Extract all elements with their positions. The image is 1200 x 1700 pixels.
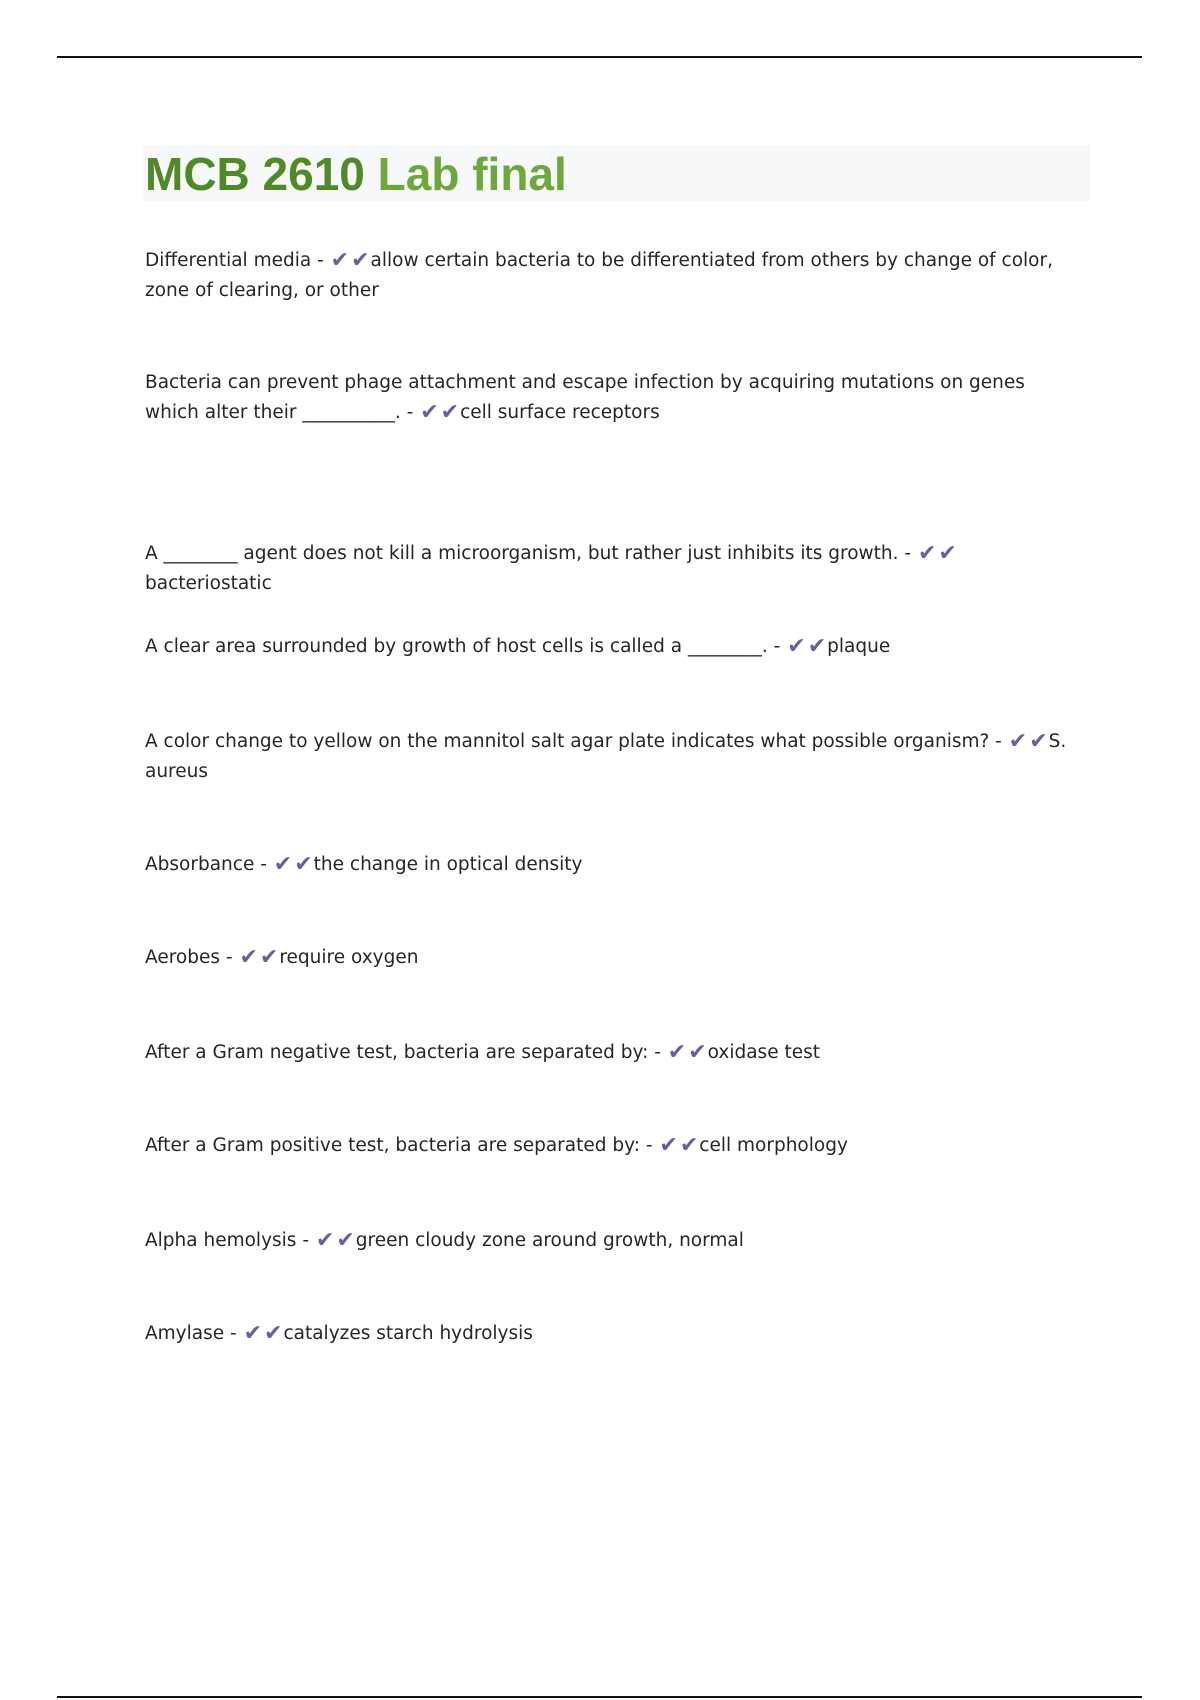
answer-text: require oxygen [279,947,419,968]
check-icon: ✔ [688,1040,707,1065]
check-icon: ✔ [243,1321,263,1346]
check-icon: ✔ [351,248,370,273]
check-icon: ✔ [273,852,293,877]
check-icon: ✔ [1029,729,1048,754]
title-text: Lab final [377,148,567,200]
qa-entry-differential-media [145,246,1075,306]
answer-text: bacteriostatic [145,573,272,594]
title-course-code: MCB 2610 [145,148,365,200]
answer-text: oxidase test [707,1042,820,1063]
qa-entry-bacteriostatic [145,539,1075,599]
qa-entry-amylase [145,1319,1075,1349]
check-icon: ✔ [679,1133,699,1158]
question-text: A color change to yellow on the mannitol salt agar plate indicates what possible organism? - [145,731,1002,752]
answer-text: S. aureus [145,731,1067,782]
question-text: Bacteria can prevent phage attachment and escape infection by acquiring mutations on genes which alter their __________. - [145,372,1025,423]
check-icon: ✔ [807,634,827,659]
check-icon: ✔ [259,945,279,970]
footer-rule [57,1696,1142,1698]
qa-entry-absorbance [145,850,1075,880]
question-text: A ________ agent does not kill a microorganism, but rather just inhibits its growth. - [145,543,912,564]
question-text: After a Gram positive test, bacteria are separated by: - [145,1135,653,1156]
qa-entry-gram-positive [145,1131,1075,1161]
question-text: Aerobes - [145,947,233,968]
question-text: Amylase - [145,1323,237,1344]
check-icon: ✔ [420,400,439,425]
check-icon: ✔ [440,400,460,425]
answer-text: allow certain bacteria to be differentiated from others by change of color, zone of clearing, or other [145,250,1053,301]
qa-entry-gram-negative [145,1038,1075,1068]
check-icon: ✔ [315,1228,335,1253]
answer-text: catalyzes starch hydrolysis [283,1323,533,1344]
check-icon: ✔ [787,634,806,659]
check-icon: ✔ [330,248,350,273]
document-title [145,147,567,201]
check-icon: ✔ [294,852,313,877]
check-icon: ✔ [917,541,937,566]
question-text: Alpha hemolysis - [145,1230,309,1251]
question-text: A clear area surrounded by growth of host cells is called a ________. - [145,636,781,657]
qa-entry-aerobes [145,943,1075,973]
qa-entry-mannitol-salt-agar [145,727,1075,787]
answer-text: plaque [827,636,891,657]
check-icon: ✔ [239,945,258,970]
question-text: After a Gram negative test, bacteria are separated by: - [145,1042,661,1063]
qa-entry-phage-attachment [145,368,1075,428]
qa-entry-alpha-hemolysis [145,1226,1075,1256]
check-icon: ✔ [1008,729,1028,754]
check-icon: ✔ [264,1321,283,1346]
answer-text: cell surface receptors [460,402,660,423]
header-rule [57,56,1142,58]
answer-text: the change in optical density [313,854,583,875]
check-icon: ✔ [938,541,957,566]
answer-text: cell morphology [699,1135,848,1156]
answer-text: green cloudy zone around growth, normal [355,1230,744,1251]
question-text: Differential media - [145,250,324,271]
check-icon: ✔ [336,1228,355,1253]
question-text: Absorbance - [145,854,267,875]
check-icon: ✔ [667,1040,687,1065]
check-icon: ✔ [659,1133,678,1158]
qa-entry-plaque [145,632,1075,662]
